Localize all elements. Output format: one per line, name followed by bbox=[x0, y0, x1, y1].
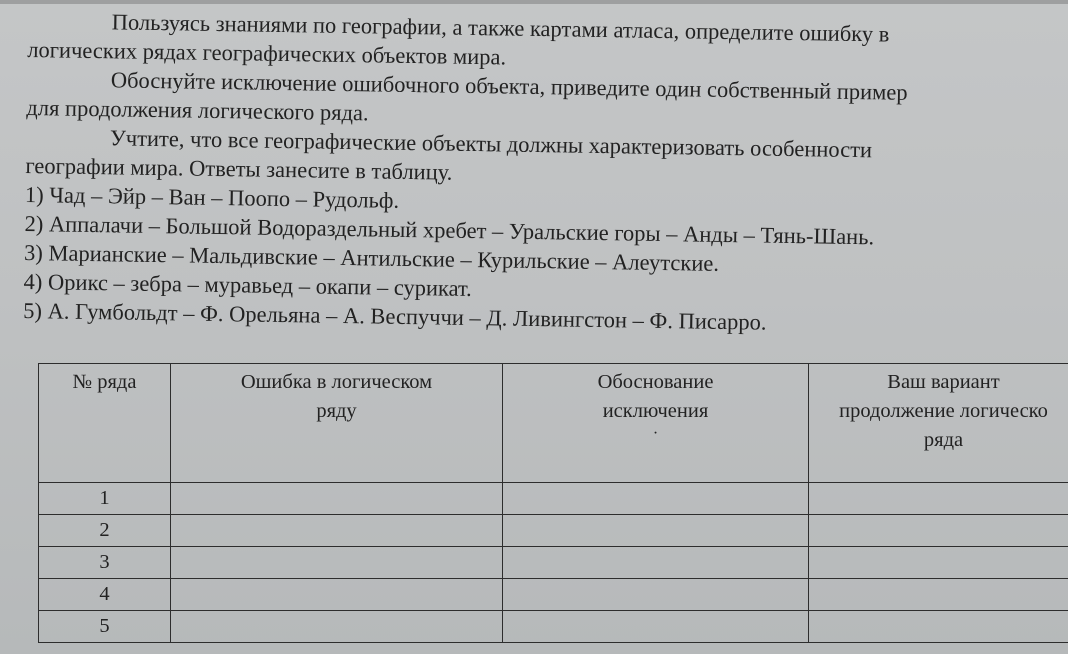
error-cell[interactable] bbox=[171, 482, 503, 514]
series-item-5: 5) А. Гумбольдт – Ф. Орельяна – А. Веспуччи – Д. Ливингстон – Ф. Писарро. bbox=[23, 297, 767, 335]
justification-cell[interactable] bbox=[503, 578, 809, 610]
instruction-line-1: Пользуясь знаниями по географии, а также картами атласа, определите ошибку в bbox=[111, 9, 890, 47]
error-cell[interactable] bbox=[171, 578, 503, 610]
header-own-variant-line-3: ряда bbox=[923, 429, 964, 451]
table-row bbox=[39, 610, 1068, 642]
header-error-line-1: Ошибка в логическом bbox=[240, 371, 433, 393]
row-number-cell: 2 bbox=[39, 514, 171, 546]
instruction-line-5: Учтите, что все географические объекты должны характеризовать особенности bbox=[109, 125, 873, 163]
series-item-1: 1) Чад – Эйр – Ван – Поопо – Рудольф. bbox=[24, 181, 400, 213]
own-variant-cell[interactable] bbox=[809, 482, 1068, 514]
table-row bbox=[39, 546, 1068, 578]
justification-cell[interactable] bbox=[503, 610, 809, 642]
instruction-line-3: Обоснуйте исключение ошибочного объекта, приведите один собственный пример bbox=[110, 67, 908, 105]
header-row-number bbox=[39, 364, 171, 483]
series-item-4: 4) Орикс – зебра – муравьед – окапи – сурикат. bbox=[23, 268, 473, 302]
table-row bbox=[39, 482, 1068, 514]
own-variant-cell[interactable] bbox=[809, 610, 1068, 642]
justification-cell[interactable] bbox=[503, 546, 809, 578]
ink-dot: · bbox=[652, 425, 659, 442]
own-variant-cell[interactable] bbox=[809, 514, 1068, 546]
header-error-line-2: ряду bbox=[316, 400, 357, 422]
header-error bbox=[171, 364, 503, 483]
page-top-edge bbox=[0, 0, 1068, 4]
justification-cell[interactable] bbox=[503, 514, 809, 546]
own-variant-cell[interactable] bbox=[809, 546, 1068, 578]
instruction-line-6: географии мира. Ответы занесите в таблицу. bbox=[25, 152, 453, 185]
own-variant-cell[interactable] bbox=[809, 578, 1068, 610]
row-number-cell: 1 bbox=[39, 482, 171, 514]
error-cell[interactable] bbox=[171, 546, 503, 578]
instruction-line-4: для продолжения логического ряда. bbox=[26, 94, 369, 126]
instruction-line-2: логических рядах географических объектов мира. bbox=[27, 36, 507, 70]
series-item-3: 3) Марианские – Мальдивские – Антильские – Курильские – Алеутские. bbox=[23, 239, 720, 276]
answer-table bbox=[38, 363, 1068, 643]
row-number-cell: 4 bbox=[39, 578, 171, 610]
header-justification-line-2: исключения bbox=[602, 400, 709, 422]
error-cell[interactable] bbox=[171, 610, 503, 642]
series-item-2: 2) Аппалачи – Большой Водораздельный хребет – Уральские горы – Анды – Тянь-Шань. bbox=[24, 210, 875, 250]
table-row bbox=[39, 578, 1068, 610]
header-own-variant-line-2: продолжение логическо bbox=[839, 400, 1048, 422]
row-number-cell: 3 bbox=[39, 546, 171, 578]
error-cell[interactable] bbox=[171, 514, 503, 546]
header-row-number-label: № ряда bbox=[72, 371, 137, 393]
justification-cell[interactable] bbox=[503, 482, 809, 514]
header-justification bbox=[503, 364, 809, 483]
header-own-variant bbox=[809, 364, 1068, 483]
table-header-row bbox=[39, 364, 1068, 483]
row-number-cell: 5 bbox=[39, 610, 171, 642]
table-row bbox=[39, 514, 1068, 546]
task-text bbox=[23, 6, 1058, 341]
header-justification-line-1: Обоснование bbox=[597, 371, 714, 393]
header-own-variant-line-1: Ваш вариант bbox=[887, 371, 1000, 393]
